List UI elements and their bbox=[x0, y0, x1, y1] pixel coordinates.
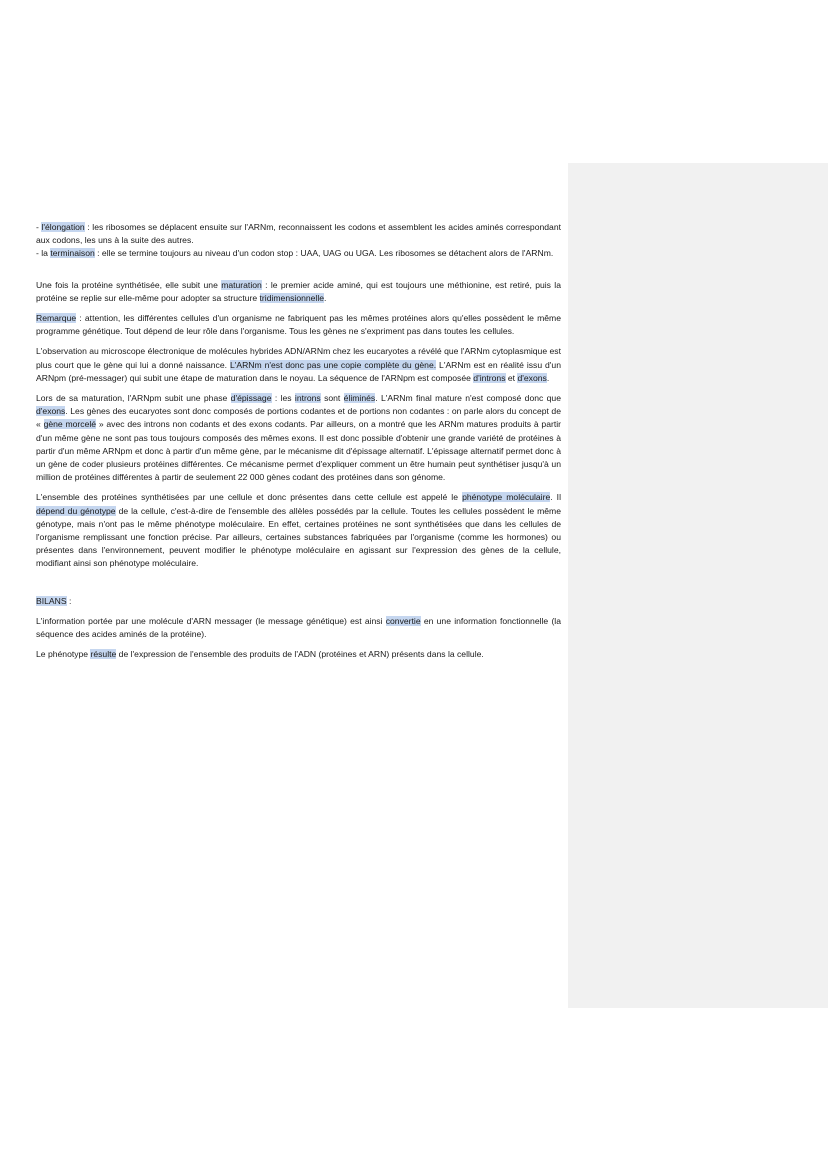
text: de l'expression de l'ensemble des produits de l'ADN (protéines et ARN) présents dans la cellule. bbox=[116, 649, 484, 660]
text: sont bbox=[320, 393, 344, 404]
paragraph-phenotype bbox=[36, 491, 561, 570]
paragraph-epissage bbox=[36, 392, 561, 484]
text: L'information portée par une molécule d'ARN messager (le message génétique) est ainsi bbox=[36, 615, 386, 626]
highlight-terminaison[interactable]: terminaison bbox=[50, 248, 95, 259]
highlight-copie-incomplete[interactable]: L'ARNm n'est donc pas une copie complète du gène. bbox=[229, 359, 437, 370]
text: Le phénotype bbox=[36, 649, 91, 660]
paragraph-bilan-1 bbox=[36, 615, 561, 641]
text: Lors de sa maturation, l'ARNpm subit une phase bbox=[36, 393, 231, 404]
paragraph-bilan-2 bbox=[36, 648, 561, 661]
text: et bbox=[505, 372, 518, 383]
highlight-introns-2[interactable]: introns bbox=[294, 393, 321, 404]
text: » avec des introns non codants et des exons codants. Par ailleurs, on a montré que les ARNm matures produits à partir d'un même gène ne sont pas tous toujours composés des mêmes exons. Il est donc possible d'obtenir une grande variété de protéines à partir d'un même ARNpm et donc à partir d'un même gène, par le mécanisme dit d'épissage alternatif. L'épissage alternatif permet donc à un gène de coder plusieurs protéines différentes. Ce mécanisme permet d'expliquer comment un être humain peut synthétiser jusqu'à un million de protéines différentes à partir de seulement 22 000 gènes codant des protéines dans son génome. bbox=[36, 419, 561, 483]
text: L'observation au microscope électronique de molécules hybrides ADN/ARNm chez les eucaryotes a révélé que l'ARNm cytoplasmique est plus court que le gène qui lui a donné naissance. bbox=[36, 346, 561, 370]
highlight-exons-2[interactable]: d'exons bbox=[36, 406, 66, 417]
highlight-remarque[interactable]: Remarque bbox=[36, 313, 77, 324]
highlight-phenotype-moleculaire[interactable]: phénotype moléculaire bbox=[462, 492, 551, 503]
text: L'ensemble des protéines synthétisées par une cellule et donc présentes dans cette cellule est appelé le bbox=[36, 492, 463, 503]
text: . L'ARNm final mature n'est composé donc que bbox=[375, 393, 561, 404]
text: en une information fonctionnelle (la séquence des acides aminés de la protéine). bbox=[36, 615, 561, 640]
text: : elle se termine toujours au niveau d'un codon stop : UAA, UAG ou UGA. Les ribosomes se détachent alors de l'ARNm. bbox=[94, 248, 554, 259]
spacer bbox=[36, 261, 561, 279]
spacer bbox=[36, 578, 561, 595]
paragraph-observation bbox=[36, 345, 561, 385]
text: : bbox=[66, 595, 72, 606]
highlight-bilans[interactable]: BILANS bbox=[36, 595, 67, 606]
text: Une fois la protéine synthétisée, elle subit une bbox=[36, 279, 222, 290]
paragraph-elongation bbox=[36, 221, 561, 247]
paragraph-maturation bbox=[36, 279, 561, 305]
highlight-exons[interactable]: d'exons bbox=[517, 372, 547, 383]
text: . Il bbox=[550, 492, 561, 503]
text: : attention, les différentes cellules d'un organisme ne fabriquent pas les mêmes protéines alors qu'elles possèdent le même programme génétique. Tout dépend de leur rôle dans l'organisme. Tous les gènes ne s'expriment pas dans toutes les cellules. bbox=[36, 313, 561, 337]
text: de la cellule, c'est-à-dire de l'ensemble des allèles possédés par la cellule. Toutes les cellules possèdent le même génotype, mais n'ont pas le même phénotype moléculaire. En effet, certaines protéines ne sont synthétisées que dans les cellules de l'organisme remplissant une fonction précise. Par ailleurs, certaines substances fabriquées par l'organisme (comme les hormones) ou présentes dans l'environnement, peuvent modifier le phénotype moléculaire en agissant sur l'expression des gènes de la cellule, modifiant ainsi son phénotype moléculaire. bbox=[36, 505, 561, 569]
highlight-epissage[interactable]: d'épissage bbox=[230, 393, 272, 404]
text: : les ribosomes se déplacent ensuite sur l'ARNm, reconnaissent les codons et assemblent les acides aminés correspondant aux codons, les uns à la suite des autres. bbox=[36, 222, 561, 246]
highlight-gene-morcele[interactable]: gène morcelé bbox=[43, 419, 97, 430]
paragraph-remarque bbox=[36, 312, 561, 338]
highlight-elongation[interactable]: l'élongation bbox=[41, 222, 85, 232]
document-body bbox=[36, 221, 561, 668]
comment-pane bbox=[568, 163, 828, 1008]
highlight-convertie[interactable]: convertie bbox=[385, 615, 421, 626]
highlight-introns[interactable]: d'introns bbox=[473, 372, 506, 383]
highlight-tridimensionnelle[interactable]: tridimensionnelle bbox=[259, 292, 325, 303]
highlight-resulte[interactable]: résulte bbox=[90, 649, 117, 660]
text: : le premier acide aminé, qui est toujours une méthionine, est retiré, puis la protéine se replie sur elle-même pour adopter sa structure bbox=[36, 279, 561, 303]
text: - la bbox=[36, 248, 51, 259]
text: . Les gènes des eucaryotes sont donc composés de portions codantes et de portions non codantes : on parle alors du concept de « bbox=[36, 406, 561, 430]
paragraph-terminaison bbox=[36, 247, 561, 260]
highlight-elimines[interactable]: éliminés bbox=[343, 393, 376, 404]
highlight-maturation[interactable]: maturation bbox=[221, 279, 262, 290]
highlight-depend-genotype[interactable]: dépend du génotype bbox=[36, 505, 116, 516]
text: L'ARNm est en réalité issu d'un ARNpm (pré-messager) qui subit une étape de maturation dans le noyau. La séquence de l'ARNpm est composée bbox=[36, 359, 561, 383]
heading-bilans bbox=[36, 595, 561, 608]
text: . bbox=[324, 292, 327, 303]
text: - bbox=[36, 222, 42, 232]
text: . bbox=[546, 372, 550, 383]
text: : les bbox=[271, 393, 295, 404]
